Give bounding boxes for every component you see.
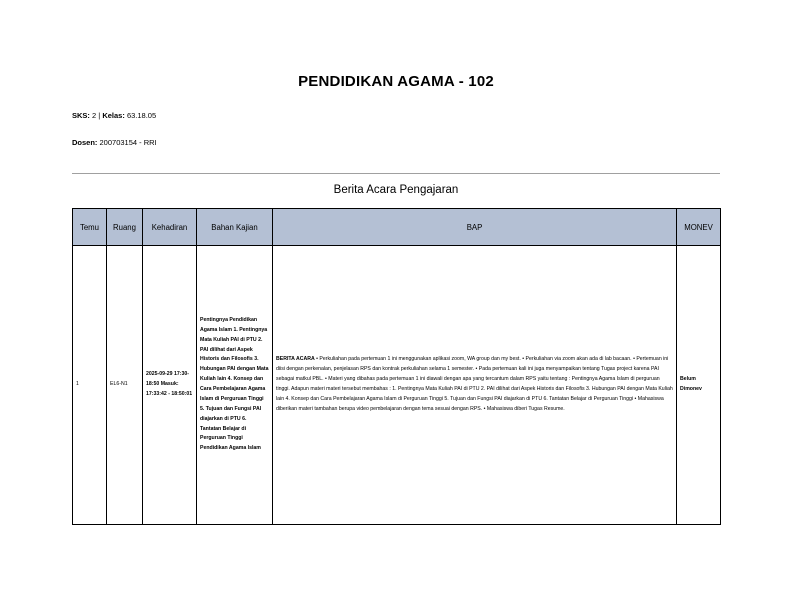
sks-label: SKS:: [72, 111, 90, 120]
header-bahan-kajian: Bahan Kajian: [197, 209, 273, 246]
dosen-value: 200703154 - RRI: [99, 138, 157, 147]
cell-bap: [273, 246, 677, 525]
header-temu: Temu: [73, 209, 107, 246]
divider: [72, 173, 720, 174]
bap-label: BERITA ACARA: [276, 356, 315, 363]
dosen-label: Dosen:: [72, 138, 98, 147]
header-bap: BAP: [273, 209, 677, 246]
header-monev: MONEV: [677, 209, 721, 246]
header-kehadiran: Kehadiran: [143, 209, 197, 246]
bap-table: [72, 208, 721, 525]
sks-value: 2: [92, 111, 97, 120]
header-ruang: Ruang: [107, 209, 143, 246]
separator: |: [98, 111, 101, 120]
cell-monev: Belum Dimonev: [677, 246, 721, 525]
table-row: [73, 246, 721, 525]
section-title: Berita Acara Pengajaran: [333, 184, 459, 196]
page-title: PENDIDIKAN AGAMA - 102: [298, 73, 494, 90]
table-header-row: [73, 209, 721, 246]
cell-ruang: EL6-N1: [107, 246, 143, 525]
bap-text: • Perkuliahan pada pertemuan 1 ini menggunakan aplikasi zoom, WA group dan my best. • Perkuliahan via zoom akan ada di lab bacaan. • Pertemuan ini diisi dengan perkenalan, penjelasan RPS dan kontrak perkuliahan selama 1 semester. • Pada pertemuan kali ini juga menyampaikan tentang Tugas project karena PAI sebagai matkul PBL. • Materi yang dibahas pada pertemuan 1 ini diawali dengan apa yang tercantum dalam RPS yaitu tentang : Pentingnya Agama Islam di perguruan tinggi. Adapun materi materi tersebut membahas : 1. Pentingnya Mata Kuliah PAI di PTU 2. PAI dilihat dari Aspek Historis dan Filosofis 3. Hubungan PAI dengan Mata Kuliah lain 4. Konsep dan Cara Pembelajaran Agama Islam di Perguruan Tinggi 5. Tujuan dan Fungsi PAI diajarkan di PTU 6. Tantatan Belajar di Perguruan Tinggi • Mahasiswa diberikan materi tambahan berupa video pembelajaran dengan tema sesuai dengan RPS. • Mahasiswa diberi Tugas Resume.: [276, 356, 673, 412]
kelas-value: 63.18.05: [126, 111, 157, 120]
cell-temu: 1: [73, 246, 107, 525]
kelas-label: Kelas:: [102, 111, 125, 120]
cell-kehadiran: 2025-09-29 17:30-18:50 Masuk: 17:33:42 - 18:50:01: [143, 246, 197, 525]
cell-bahan-kajian: Pentingnya Pendidikan Agama Islam 1. Pentingnya Mata Kuliah PAI di PTU 2. PAI dilihat dari Aspek Historis dan Filosofis 3. Hubungan PAI dengan Mata Kuliah lain 4. Konsep dan Cara Pembelajaran Agama Islam di Perguruan Tinggi 5. Tujuan dan Fungsi PAI diajarkan di PTU 6. Tantatan Belajar di Perguruan Tinggi Pendidikan Agama Islam: [197, 246, 273, 525]
sks-kelas-line: [72, 111, 156, 120]
dosen-line: [72, 138, 157, 147]
